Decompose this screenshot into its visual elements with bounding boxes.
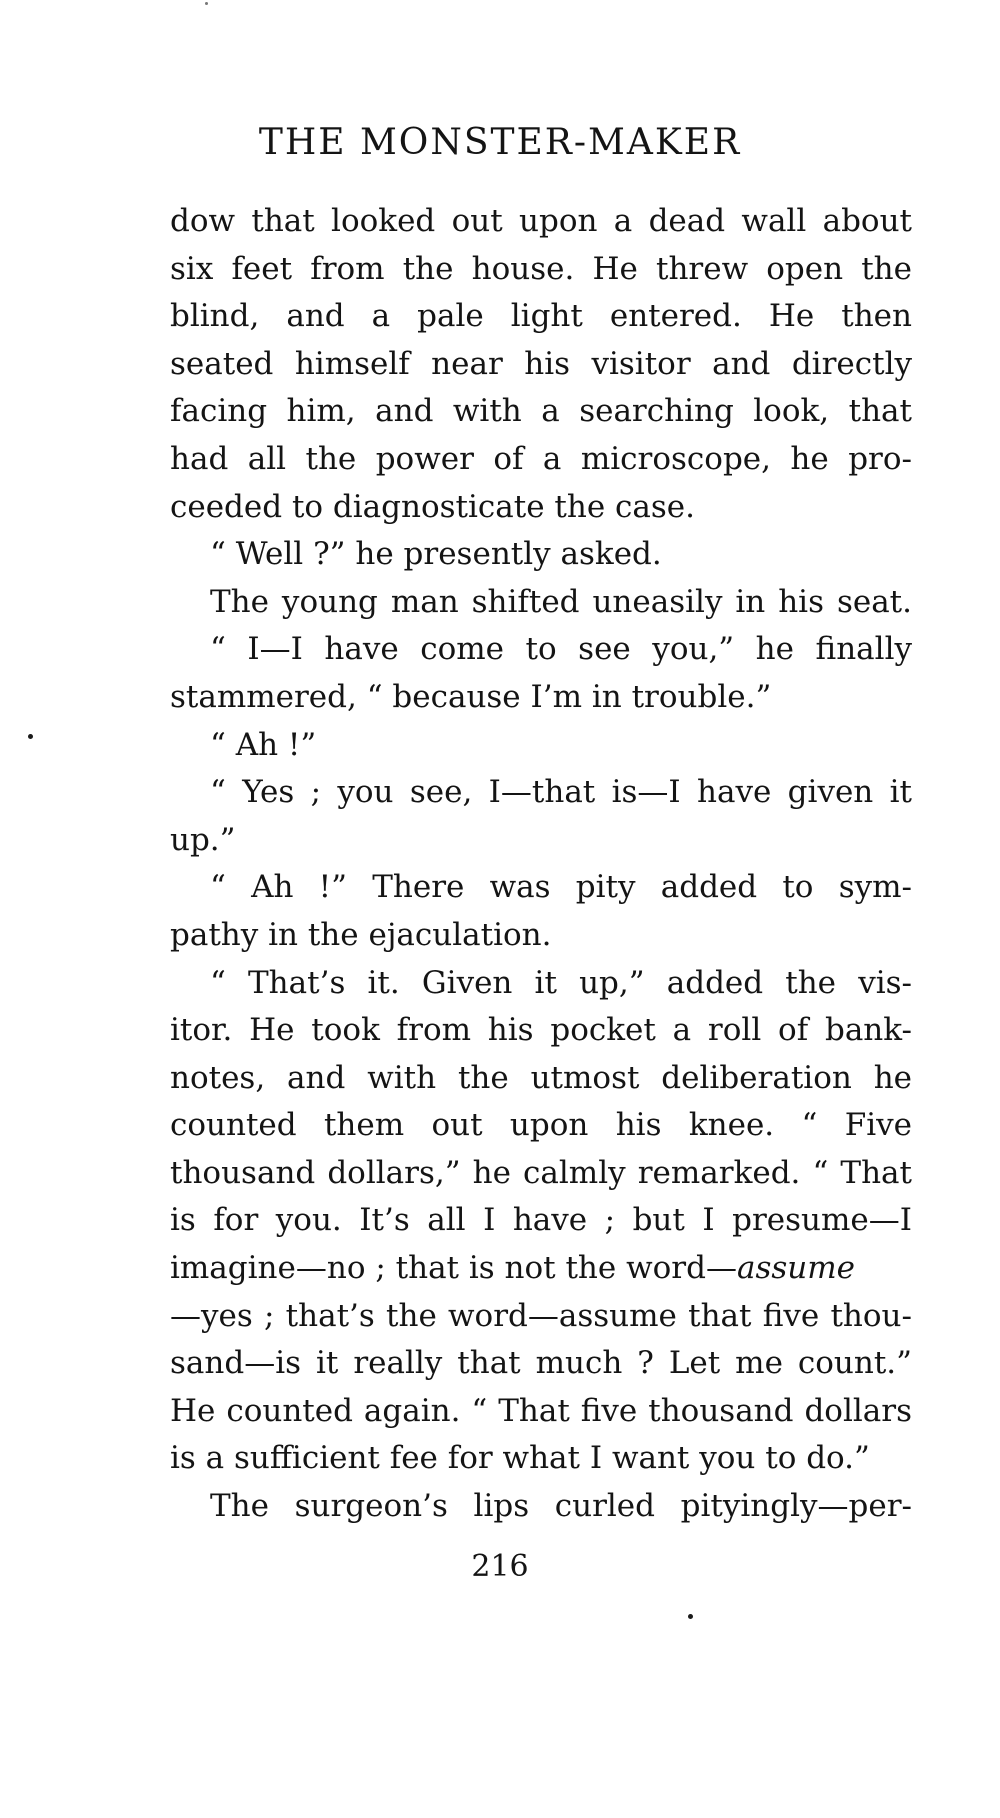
text-line: “ That’s it. Given it up,” added the vis-: [210, 964, 912, 1001]
scan-speck: [688, 1614, 693, 1619]
text-line: counted them out upon his knee. “ Five: [170, 1107, 912, 1144]
text-line: sand—is it really that much ? Let me count.”: [170, 1345, 912, 1382]
page-number: 216: [471, 1549, 529, 1584]
text-line: stammered, “ because I’m in trouble.”: [170, 678, 772, 715]
text-line: “ Ah !”: [210, 726, 317, 763]
scan-speck: [205, 2, 208, 5]
scan-speck: [28, 734, 33, 739]
text-line: six feet from the house. He threw open the: [170, 250, 912, 287]
text-line: “ I—I have come to see you,” he finally: [210, 631, 912, 668]
text-line: ceeded to diagnosticate the case.: [170, 488, 695, 525]
text-line: is a sufficient fee for what I want you to do.”: [170, 1440, 870, 1477]
text-line: “ Well ?” he presently asked.: [210, 536, 662, 573]
text-line: had all the power of a microscope, he pro-: [170, 440, 912, 477]
text-line: He counted again. “ That five thousand dollars: [170, 1392, 912, 1429]
text-line: “ Ah !” There was pity added to sym-: [210, 869, 912, 906]
body-text: [170, 198, 912, 1531]
running-head: THE MONSTER-MAKER: [258, 122, 742, 163]
text-line: up.”: [170, 821, 236, 858]
text-line: facing him, and with a searching look, that: [170, 393, 912, 430]
text-line: seated himself near his visitor and directly: [170, 345, 912, 382]
text-line: thousand dollars,” he calmly remarked. “ That: [170, 1154, 912, 1191]
emphasized-word: assume: [736, 1250, 855, 1287]
text-line-segment: imagine—no ; that is not the word—: [170, 1250, 737, 1287]
text-line: itor. He took from his pocket a roll of bank-: [170, 1012, 912, 1049]
text-line: is for you. It’s all I have ; but I presume—I: [170, 1202, 912, 1239]
text-line-with-emphasis: [170, 1245, 912, 1293]
text-line: “ Yes ; you see, I—that is—I have given it: [210, 774, 912, 811]
text-line: notes, and with the utmost deliberation he: [170, 1059, 912, 1096]
text-line: The young man shifted uneasily in his seat.: [210, 583, 912, 620]
text-line: blind, and a pale light entered. He then: [170, 298, 912, 335]
text-line: pathy in the ejaculation.: [170, 916, 552, 953]
text-line: dow that looked out upon a dead wall about: [170, 203, 912, 239]
text-line: —yes ; that’s the word—assume that five thou-: [170, 1297, 912, 1334]
text-line: The surgeon’s lips curled pityingly—per-: [210, 1488, 912, 1525]
